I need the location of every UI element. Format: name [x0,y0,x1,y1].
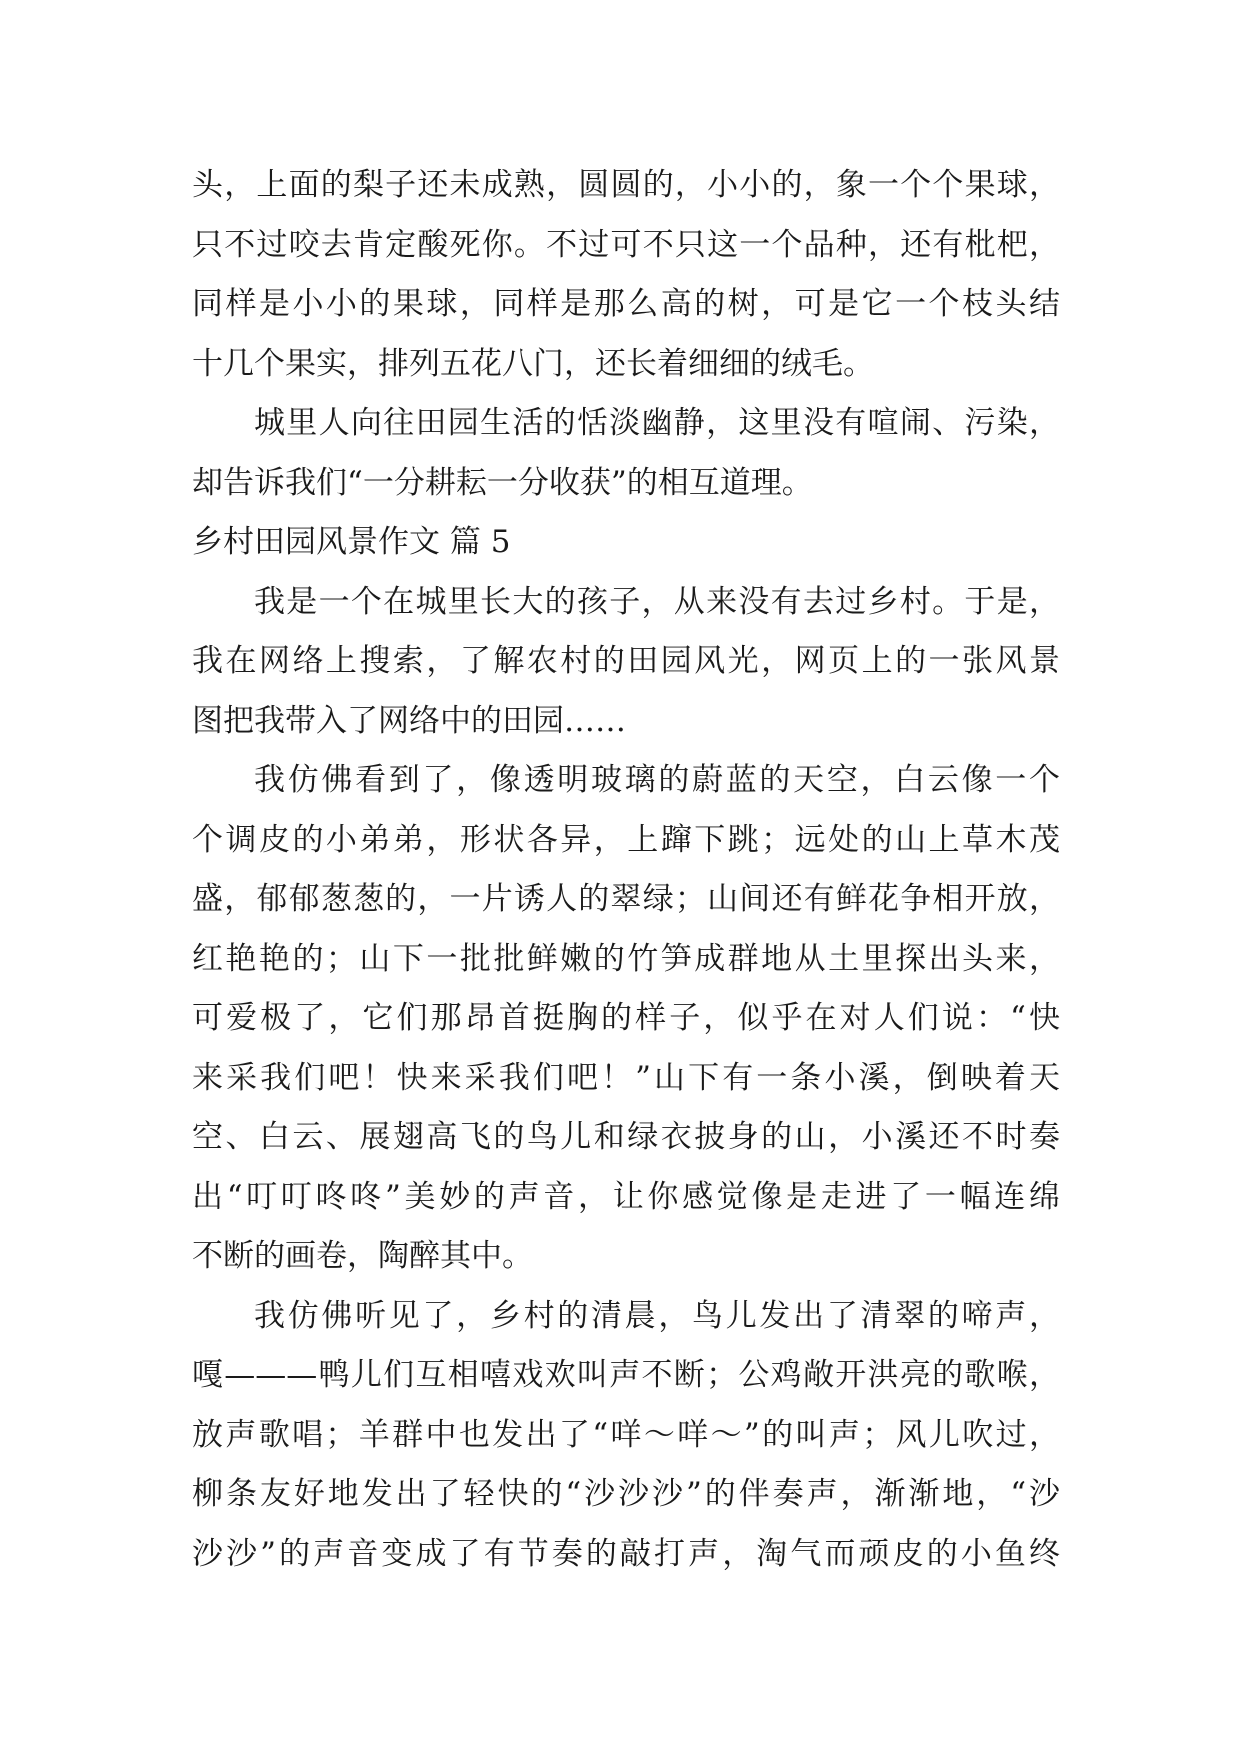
text-line: 我在网络上搜索，了解农村的田园风光，网页上的一张风景 [192,643,1060,679]
text-line: 十几个果实，排列五花八门，还长着细细的绒毛。 [192,345,874,382]
text-line: 沙沙”的声音变成了有节奏的敲打声，淘气而顽皮的小鱼终 [192,1535,1060,1572]
text-line: 出“叮叮咚咚”美妙的声音，让你感觉像是走进了一幅连绵 [192,1178,1060,1215]
text-line: 我仿佛看到了，像透明玻璃的蔚蓝的天空，白云像一个 [254,762,1060,798]
text-line: 空、白云、展翅高飞的鸟儿和绿衣披身的山，小溪还不时奏 [192,1119,1060,1155]
paragraph [192,394,1060,513]
text-line: 可爱极了，它们那昂首挺胸的样子，似乎在对人们说：“快 [192,1000,1060,1036]
paragraph [192,156,1060,394]
text-line: 头，上面的梨子还未成熟，圆圆的，小小的，象一个个果球， [192,167,1060,203]
paragraph [192,751,1060,1287]
text-line: 却告诉我们“一分耕耘一分收获”的相互道理。 [192,464,813,501]
paragraph [192,573,1060,752]
text-line: 来采我们吧！快来采我们吧！”山下有一条小溪，倒映着天 [192,1059,1060,1096]
text-line: 嘎———鸭儿们互相嘻戏欢叫声不断；公鸡敞开洪亮的歌喉， [192,1357,1060,1393]
text-line: 柳条友好地发出了轻快的“沙沙沙”的伴奏声，渐渐地，“沙 [192,1476,1060,1512]
text-line: 不断的画卷，陶醉其中。 [192,1238,533,1274]
text-line: 我仿佛听见了，乡村的清晨，鸟儿发出了清翠的啼声， [254,1297,1060,1334]
text-line: 盛，郁郁葱葱的，一片诱人的翠绿；山间还有鲜花争相开放， [192,881,1060,917]
paragraph [192,1287,1060,1585]
section-heading: 乡村田园风景作文 篇 5 [192,524,511,560]
text-line: 城里人向往田园生活的恬淡幽静，这里没有喧闹、污染， [254,405,1060,441]
text-line: 同样是小小的果球，同样是那么高的树，可是它一个枝头结 [192,286,1060,322]
document-body [192,156,1060,1584]
text-line: 我是一个在城里长大的孩子，从来没有去过乡村。于是， [254,583,1060,620]
text-line: 图把我带入了网络中的田园…… [192,702,626,739]
text-line: 红艳艳的；山下一批批鲜嫩的竹笋成群地从土里探出头来， [192,940,1060,977]
text-line: 放声歌唱；羊群中也发出了“咩～咩～”的叫声；风儿吹过， [192,1416,1060,1453]
text-line: 个调皮的小弟弟，形状各异，上蹿下跳；远处的山上草木茂 [192,821,1060,858]
text-line: 只不过咬去肯定酸死你。不过可不只这一个品种，还有枇杷， [192,226,1060,263]
